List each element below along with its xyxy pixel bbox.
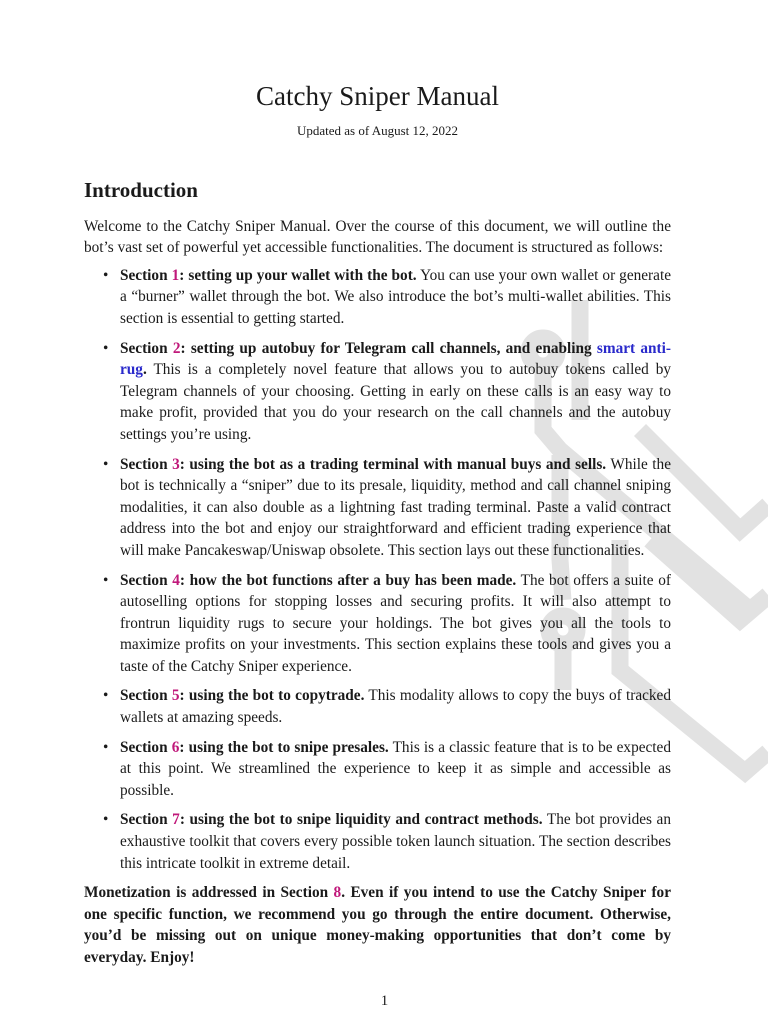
section-list — [84, 265, 671, 874]
section-prefix: Section — [120, 455, 173, 473]
section-title: : using the bot to snipe liquidity and contract methods. — [179, 811, 543, 829]
section-prefix: Section — [120, 687, 172, 705]
section-prefix: Section — [120, 571, 173, 589]
updated-date: Updated as of August 12, 2022 — [296, 123, 459, 138]
section-description: The bot provides an exhaustive toolkit that covers every possible token launch situation. The section describes this intricate toolkit in extreme detail. — [120, 811, 671, 872]
section-prefix: Section — [120, 811, 173, 829]
section-title: : using the bot to snipe presales. — [179, 738, 389, 756]
section-list-item — [84, 737, 671, 802]
section-ref-link[interactable]: 1 — [171, 266, 180, 284]
section-summary — [120, 811, 543, 828]
section-summary — [120, 267, 417, 284]
section-summary — [120, 739, 389, 756]
section-summary — [120, 572, 516, 589]
section-summary — [120, 456, 606, 473]
document-title: Catchy Sniper Manual — [256, 81, 499, 111]
section-ref-link[interactable]: 7 — [172, 811, 180, 829]
bullet-icon: • — [103, 738, 109, 756]
closing-paragraph — [84, 882, 671, 968]
section-ref-link[interactable]: 2 — [172, 339, 181, 357]
section-title-tail: . — [142, 361, 147, 379]
closing-text-rest: . Even if you intend to use the Catchy Sniper for one specific function, we recommend you go through the entire document. Otherwise, you’d be missing out on unique money-making opportunities that don’t come by everyday. Enjoy! — [84, 884, 671, 966]
section-ref-link[interactable]: 5 — [171, 687, 180, 705]
section-title: : using the bot to copytrade. — [179, 687, 365, 705]
section-description: This is a classic feature that is to be expected at this point. We streamlined the experience to keep it as simple and accessible as possible. — [120, 738, 671, 799]
section-8-link[interactable]: 8 — [333, 884, 342, 902]
section-title: : setting up your wallet with the bot. — [179, 266, 417, 284]
section-list-item — [84, 685, 671, 728]
section-list-item — [84, 338, 671, 446]
bullet-icon: • — [103, 455, 109, 473]
section-description: This modality allows to copy the buys of tracked wallets at amazing speeds. — [120, 687, 671, 727]
section-prefix: Section — [120, 339, 173, 357]
section-list-item — [84, 454, 671, 562]
intro-paragraph: Welcome to the Catchy Sniper Manual. Over the course of this document, we will outline the bot’s vast set of powerful yet accessible functionalities. The document is structured as follows: — [84, 217, 671, 257]
document-page — [84, 0, 671, 1032]
bullet-icon: • — [103, 571, 109, 589]
section-ref-link[interactable]: 6 — [171, 738, 180, 756]
section-list-item — [84, 570, 671, 678]
section-list-item — [84, 809, 671, 874]
section-prefix: Section — [120, 738, 172, 756]
page-number: 1 — [380, 992, 389, 1009]
section-summary — [120, 687, 364, 704]
bullet-icon: • — [103, 339, 109, 357]
section-title: : setting up autobuy for Telegram call channels, and enabling — [180, 339, 597, 357]
section-prefix: Section — [120, 266, 172, 284]
section-list-item — [84, 265, 671, 330]
section-heading-introduction: Introduction — [84, 177, 198, 202]
bullet-icon: • — [103, 811, 109, 829]
bullet-icon: • — [103, 266, 109, 284]
section-description: You can use your own wallet or generate a “burner” wallet through the bot. We also introduce the bot’s multi-wallet abilities. This section is essential to getting started. — [120, 266, 671, 327]
section-description: While the bot is technically a “sniper” due to its presale, liquidity, method and call channel sniping modalities, it can also double as a lightning fast trading terminal. Paste a valid contract address into the bot and enjoy our straightforward and efficient trading experience that will make Pancakeswap/Uniswap obsolete. This section lays out these functionalities. — [120, 455, 671, 559]
smart-anti-rug-link[interactable]: smart anti-rug — [120, 339, 671, 379]
section-description: The bot offers a suite of autoselling options for stopping losses and securing profits. It will also attempt to frontrun liquidity rugs to secure your holdings. The bot gives you all the tools to maximize profits on your investments. This section explains these tools and gives you a taste of the Catchy Sniper experience. — [120, 571, 671, 675]
closing-text: Monetization is addressed in Section — [84, 884, 334, 902]
section-ref-link[interactable]: 3 — [172, 455, 180, 473]
section-ref-link[interactable]: 4 — [172, 571, 180, 589]
section-title: : using the bot as a trading terminal with manual buys and sells. — [179, 455, 607, 473]
section-description: This is a completely novel feature that allows you to autobuy tokens called by Telegram channels of your choosing. Getting in early on these calls is an easy way to make profit, provided that you do your research on the call channels and the autobuy settings you’re using. — [120, 361, 671, 443]
section-title: : how the bot functions after a buy has been made. — [179, 571, 517, 589]
bullet-icon: • — [103, 687, 109, 705]
